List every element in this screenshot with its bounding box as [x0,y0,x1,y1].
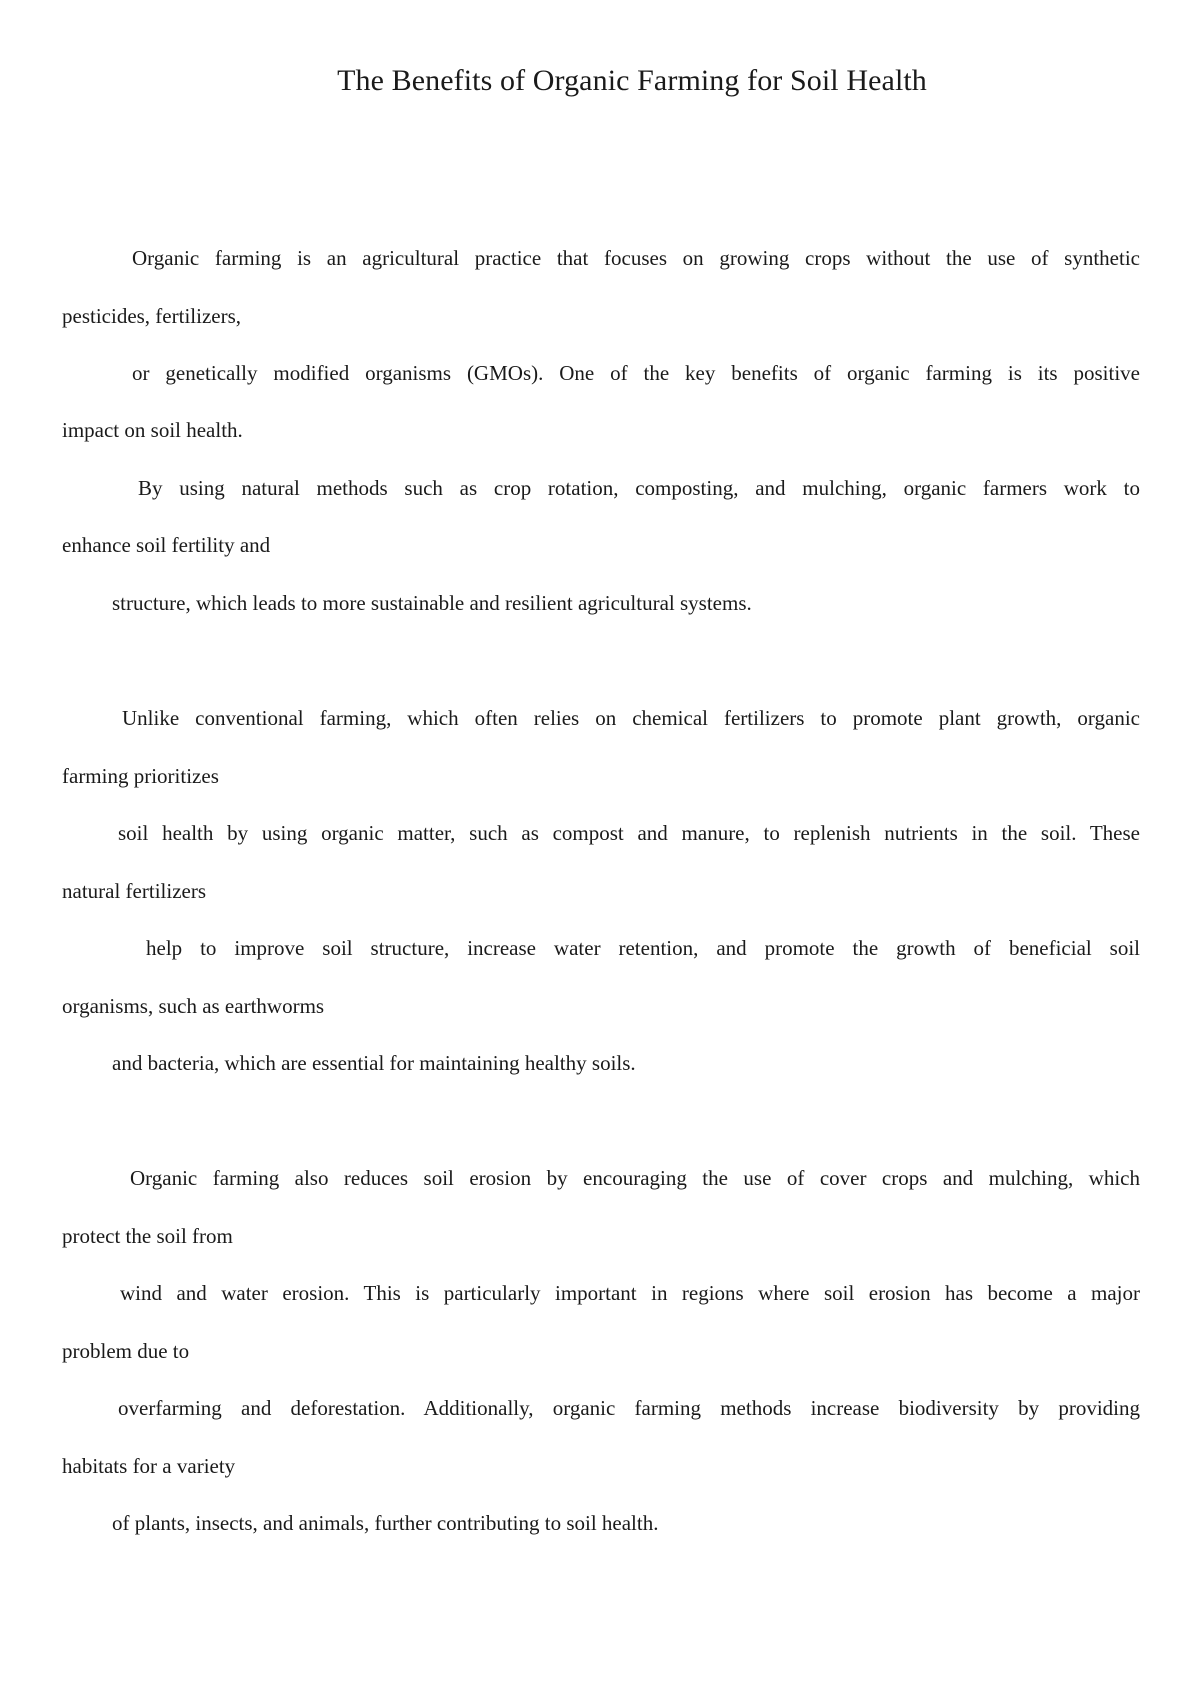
paragraph-line: farming prioritizes [62,764,219,788]
paragraph-line: problem due to [62,1339,190,1363]
paragraph-line: Organic farming is an agricultural practice that focuses on growing crops without the use of synthetic [132,246,1140,270]
paragraph-line: Organic farming also reduces soil erosion by encouraging the use of cover crops and mulching, which [130,1166,1140,1190]
paragraph-line: soil health by using organic matter, such as compost and manure, to replenish nutrients in the soil. These [118,821,1140,845]
paragraph-line: help to improve soil structure, increase water retention, and promote the growth of beneficial soil [146,936,1140,960]
paragraph-line: and bacteria, which are essential for maintaining healthy soils. [112,1051,636,1075]
paragraph-line: overfarming and deforestation. Additionally, organic farming methods increase biodiversity by providing [118,1396,1140,1420]
paragraph-line: protect the soil from [62,1224,233,1248]
paragraph-line: organisms, such as earthworms [62,994,325,1018]
paragraph-line: structure, which leads to more sustainable and resilient agricultural systems. [112,591,752,615]
paragraph-line: natural fertilizers [62,879,207,903]
paragraph-line: By using natural methods such as crop rotation, composting, and mulching, organic farmers work to [138,476,1140,500]
paragraph-line: Unlike conventional farming, which often relies on chemical fertilizers to promote plant growth, organic [122,706,1140,730]
paragraph-line: wind and water erosion. This is particularly important in regions where soil erosion has become a major [120,1281,1140,1305]
paragraph-line: or genetically modified organisms (GMOs). One of the key benefits of organic farming is its positive [132,361,1140,385]
paragraph-line: enhance soil fertility and [62,533,271,557]
paragraph-line: of plants, insects, and animals, further contributing to soil health. [112,1511,659,1535]
paragraph-line: pesticides, fertilizers, [62,304,242,328]
paragraph-line: habitats for a variety [62,1454,236,1478]
paragraph-line: impact on soil health. [62,418,243,442]
document-title: The Benefits of Organic Farming for Soil Health [337,64,927,97]
